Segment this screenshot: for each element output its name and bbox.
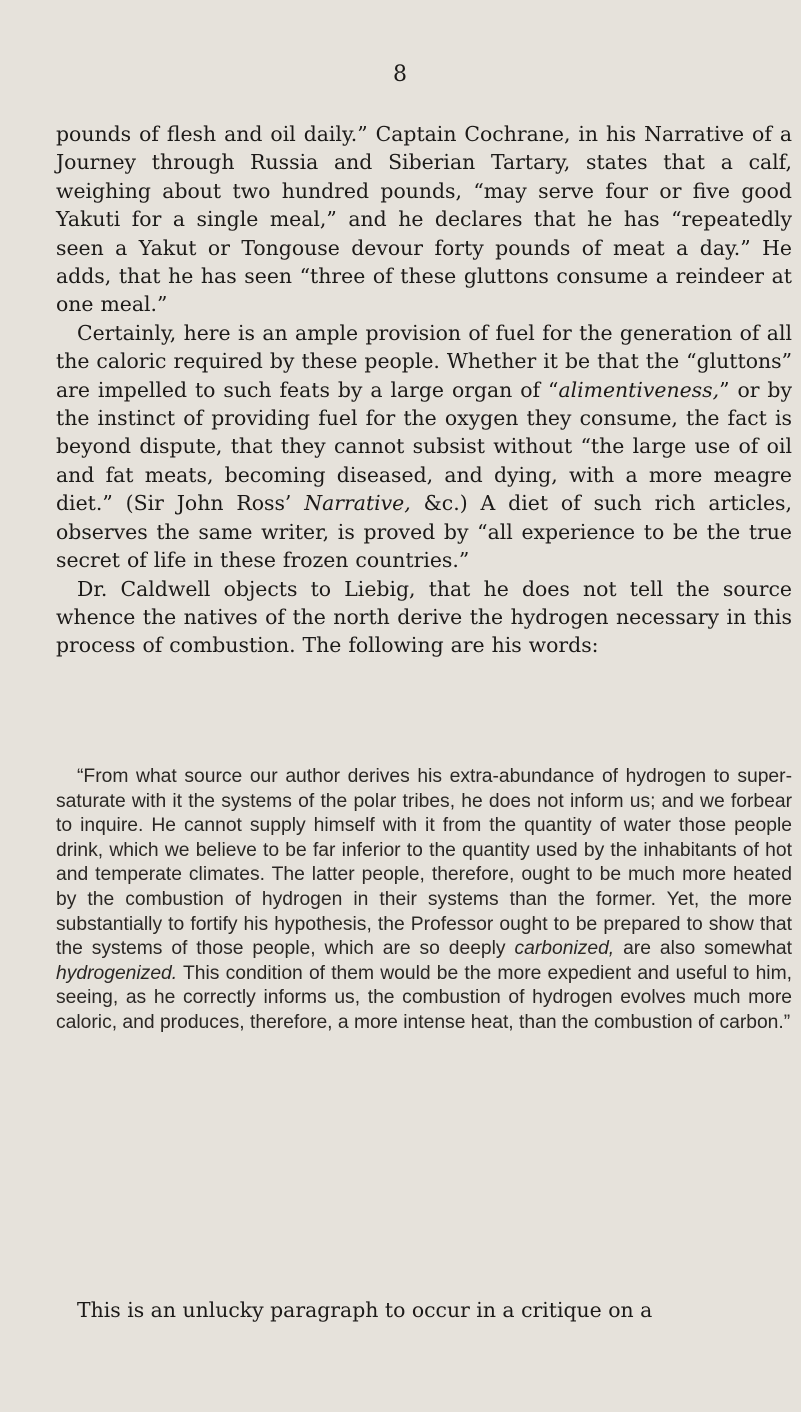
paragraph xyxy=(56,319,792,575)
text-run: pounds of flesh and oil daily.” Captain Cochrane, in his xyxy=(56,122,645,146)
text-run: Certainly, here is an ample provision of fuel for the generation of all the caloric required by these people. Whether it be that the “gluttons” are impelled to such feats by a large organ of “ xyxy=(56,320,792,402)
text-run: “From what source our author derives his extra-abundance of hydrogen to super-saturate with it the systems of the polar tribes, he does not inform us; and we forbear to inquire. He cannot supply himself with it from the quantity of water those people drink, which we believe to be far inferior to the quantity used by the inhabitants of hot and temperate climates. The latter people, therefore, ought to be much more heated by the combustion of hydrogen in their systems than the former. Yet, the more substantially to fortify his hypothesis, the Professor ought to be prepared to show that the systems of those people, which are so deeply xyxy=(56,766,792,960)
paragraph xyxy=(56,575,792,660)
text-run: This condition of them would be the more expedient and useful to him, seeing, as he correctly informs us, the combustion of hydrogen evolves much more caloric, and produces, therefore, a more intense heat, than the combustion of carbon.” xyxy=(56,962,792,1033)
quote-paragraph xyxy=(56,765,792,1036)
closing-paragraph xyxy=(56,1296,792,1324)
text-run: Narrative of a Journey through Russia and Siberian Tartary, states that a calf, weighing about two hundred pounds, “may serve four or five good Yakuti for a single meal,” and he declares that he has “repeatedly seen a Yakut or Tongouse devour forty pounds of meat a day.” He adds, that he has seen “three of these gluttons consume a reindeer at one meal.” xyxy=(56,122,792,317)
text-run: &c.) A diet of such rich articles, observes the same writer, is proved by “all experience to be the true secret of life in these frozen countries.” xyxy=(56,491,792,573)
paragraph xyxy=(56,1296,792,1324)
italic-run: hydrogenized. xyxy=(56,962,178,984)
page-number: 8 xyxy=(393,62,408,87)
italic-run: Narrative, xyxy=(304,491,411,516)
italic-run: carbonized, xyxy=(514,938,615,960)
text-run: are also somewhat xyxy=(614,938,792,960)
text-run: This is an unlucky paragraph to occur in a critique on a xyxy=(77,1298,653,1322)
block-quote xyxy=(56,765,792,1036)
text-run: ” or by the instinct of providing fuel for the oxygen they consume, the fact is beyond dispute, that they cannot subsist without “the large use of oil and fat meats, becoming diseased, and dying, with a more meagre diet.” (Sir John Ross’ xyxy=(56,377,792,516)
paragraph xyxy=(56,120,792,319)
text-run: Dr. Caldwell objects to Liebig, that he does not tell the source whence the natives of the north derive the hydrogen necessary in this process of combustion. The following are his words: xyxy=(56,576,792,658)
italic-run: alimentiveness, xyxy=(558,377,720,402)
body-text xyxy=(56,120,792,660)
